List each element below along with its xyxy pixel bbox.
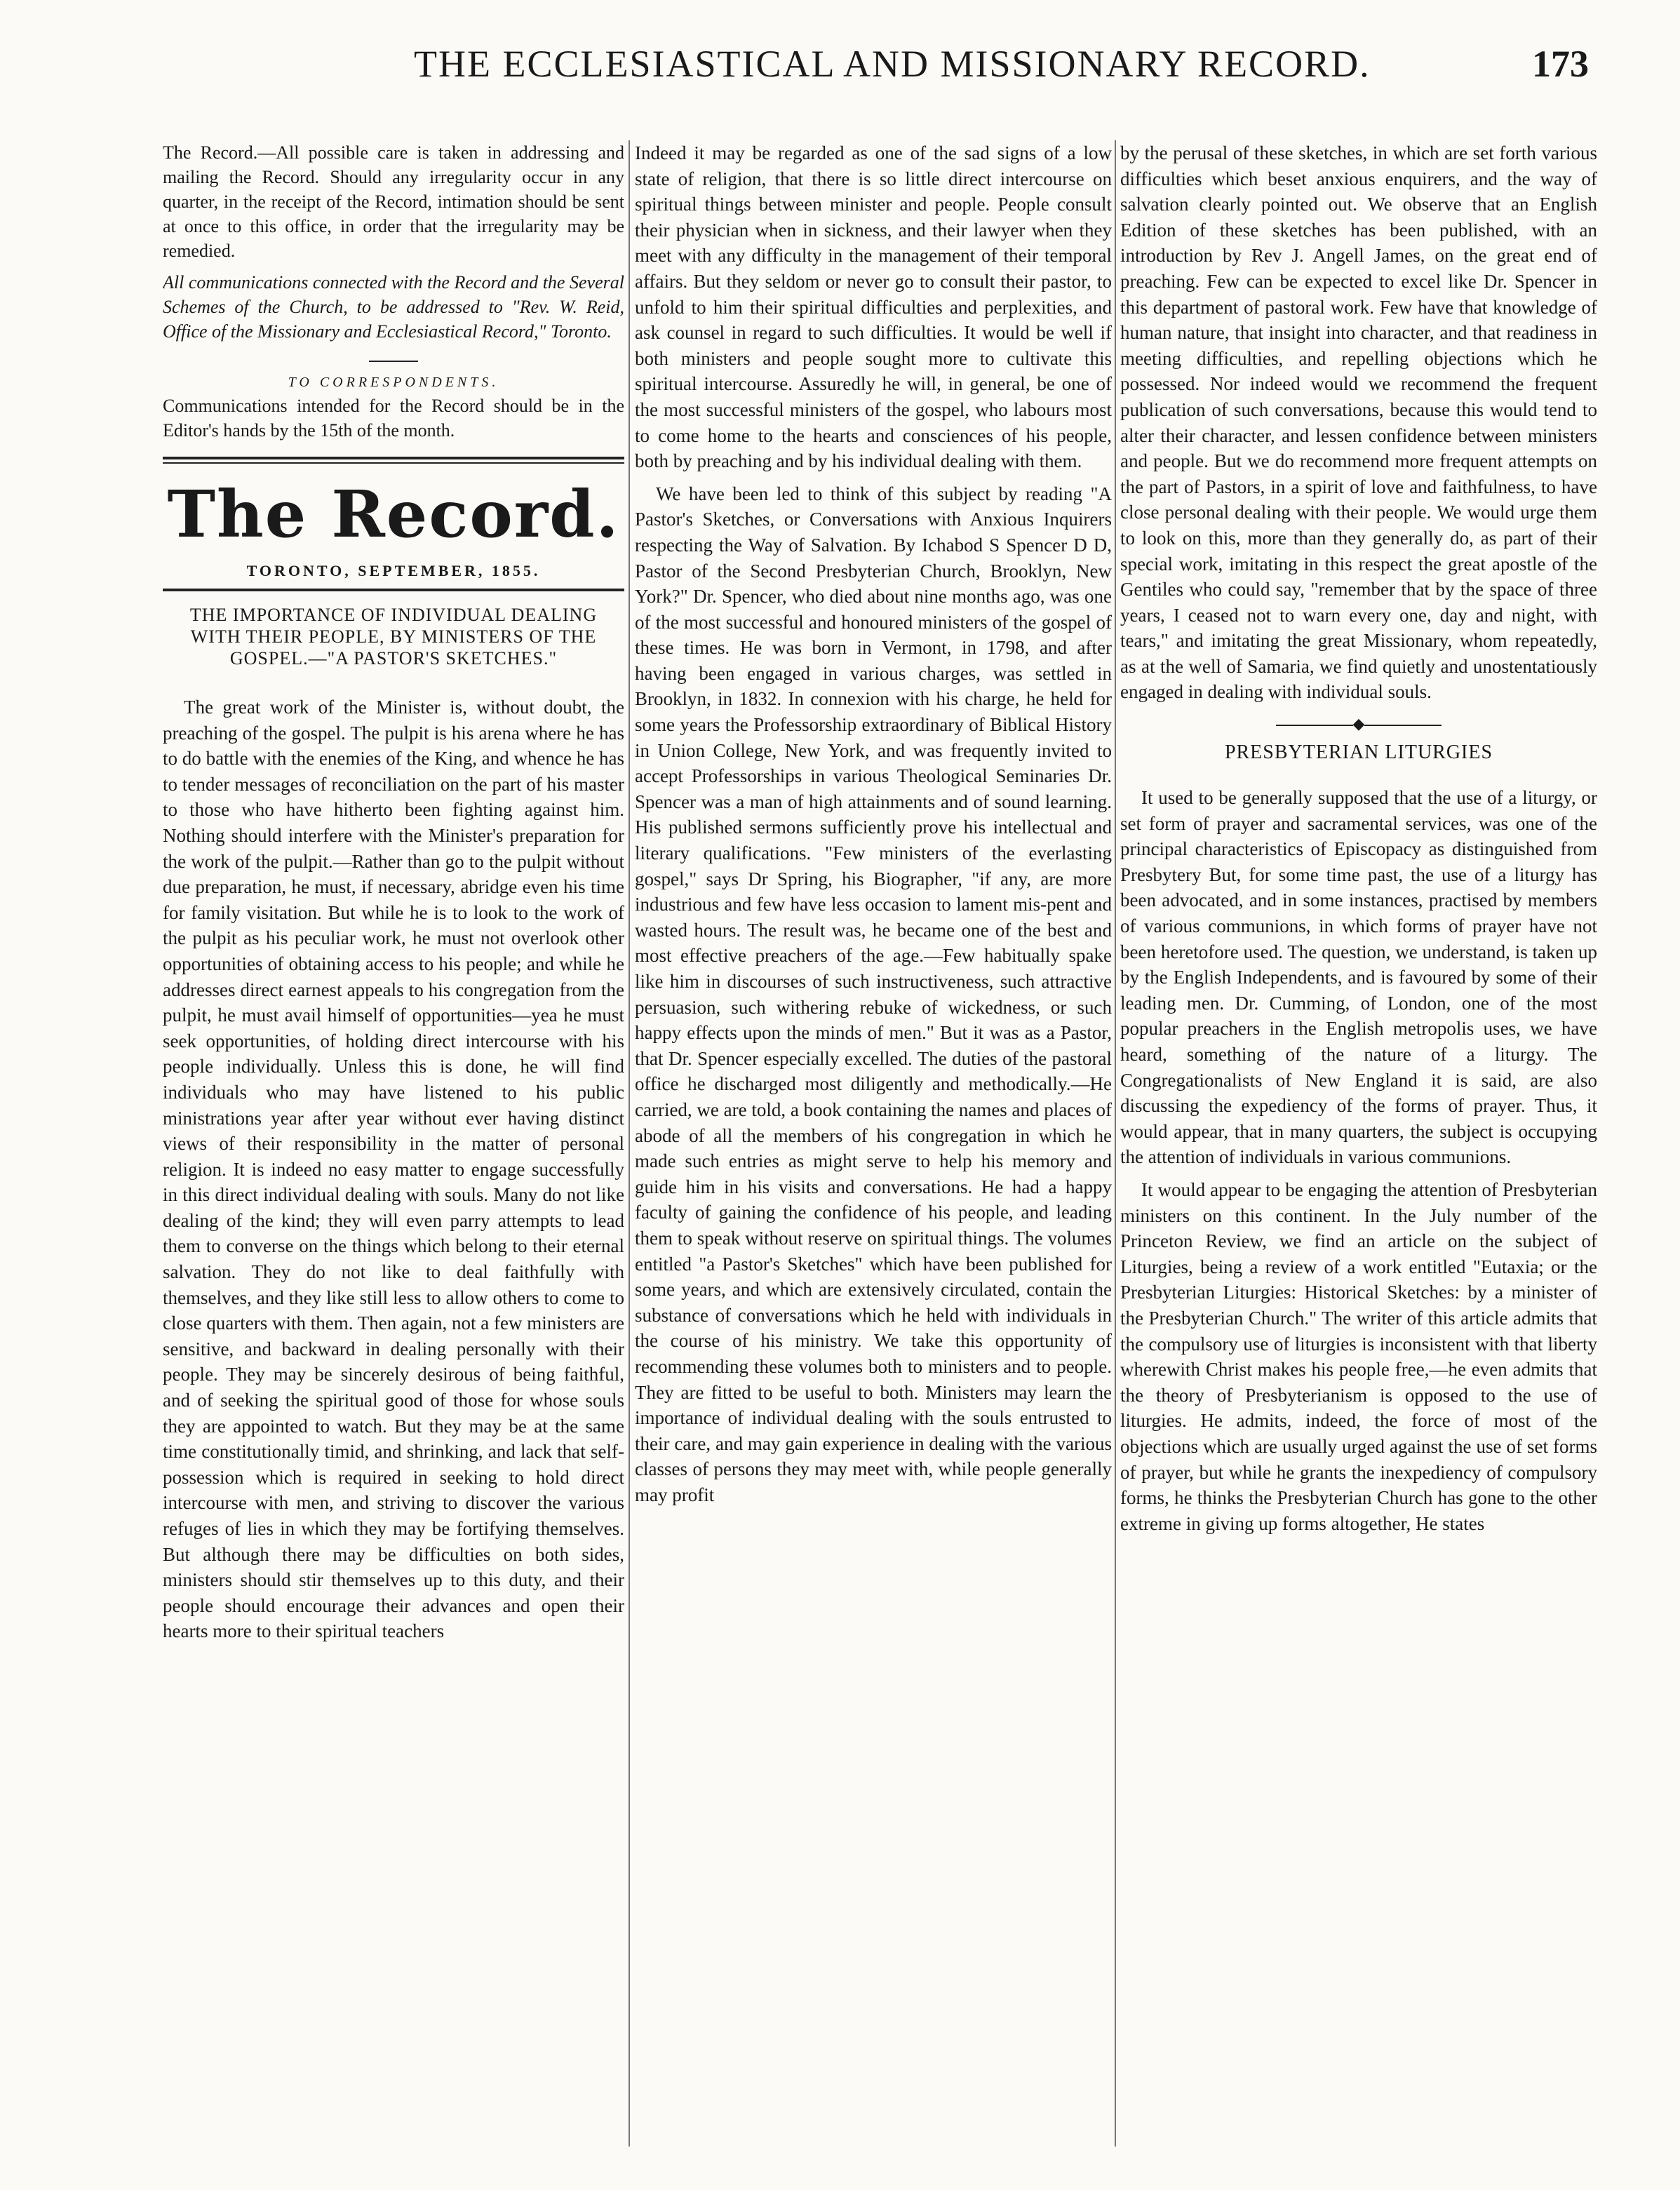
communications-notice: All communications connected with the Record and the Several Schemes of the Church, to be addressed to "Rev. W. Reid, Office of the Missionary and Ecclesiastical Record," Toronto.	[163, 272, 624, 342]
dateline: TORONTO, SEPTEMBER, 1855.	[246, 562, 541, 579]
double-rule	[163, 457, 624, 464]
page-number: 173	[1532, 43, 1589, 85]
ornament-divider: ◆	[1120, 715, 1597, 733]
paragraph: It would appear to be engaging the attention of Presbyterian ministers on this continent. In the July number of the Princeton Review, we find an article on the subject of Liturgies, being a review of a work entitled "Eutaxia; or the Presbyterian Liturgies: Historical Sketches: by a minister of the Presbyterian Church." The writer of this article admits that the compulsory use of liturgies is inconsistent with that liberty wherewith Christ makes his people free,—he even admits that the theory of Presbyterianism is opposed to the use of liturgies. He admits, indeed, the force of most of the objections which are usually urged against the use of set forms of prayer, but while he grants the inexpediency of compulsory forms, he thinks the Presbyterian Church has gone to the other extreme in giving up forms altogether, He states	[1120, 1178, 1597, 1534]
paragraph: The great work of the Minister is, without doubt, the preaching of the gospel. The pulpit is his arena where he has to do battle with the enemies of the King, and whence he has to tender messages of reconciliation on the part of his master to those who have hitherto been fighting against him. Nothing should interfere with the Minister's preparation for the work of the pulpit.—Rather than go to the pulpit without due preparation, he must, if necessary, abridge even his time for family visitation. But while he is to look to the work of the pulpit as his peculiar work, he must not overlook other opportunities of obtaining access to his people; and while he addresses direct earnest appeals to his congregation from the pulpit, he must avail himself of opportunities—yea he must seek opportunities, of holding direct intercourse with his people individually. Unless this is done, he will find individuals who may have listened to his public ministrations year after year without ever having distinct views of their responsibility in the matter of personal religion. It is indeed no easy matter to engage successfully in this direct individual dealing with souls. Many do not like dealing of the kind; they will even parry attempts to lead them to converse on the things which belong to their eternal salvation. They do not like to deal faithfully with themselves, and they like still less to allow others to come to close quarters with them. Then again, not a few ministers are sensitive, and backward in dealing personally with their people. They may be sincerely desirous of being faithful, and of seeking the spiritual good of those for whose souls they are appointed to watch. But they may be at the same time constitutionally timid, and shrinking, and lack that self-possession which is required in seeking to hold direct intercourse with men, and striving to discover the various refuges of lies in which they may be fortifying themselves. But although there may be difficulties on both sides, ministers should stir themselves up to this duty, and their people should encourage their advances and open their hearts more to their spiritual teachers	[163, 697, 624, 1642]
page-header	[161, 36, 1596, 114]
paragraph: We have been led to think of this subject by reading "A Pastor's Sketches, or Conversations with Anxious Inquirers respecting the Way of Salvation. By Ichabod S Spencer D D, Pastor of the Second Presbyterian Church, Brooklyn, New York?" Dr. Spencer, who died about nine months ago, was one of the most successful and honoured ministers of the gospel of these times. He was born in Vermont, in 1798, and after having been engaged in various charges, was settled in Brooklyn, in 1832. In connexion with his charge, he held for some years the Professorship extraordinary of Biblical History in Union College, New York, and was frequently invited to accept Professorships in various Theological Seminaries Dr. Spencer was a man of high attainments and of sound learning. His published sermons sufficiently prove his intellectual and literary qualifications. "Few ministers of the everlasting gospel," says Dr Spring, his Biographer, "if any, are more industrious and few have less occasion to lament mis-pent and wasted hours. The result was, he became one of the best and most effective preachers of the age.—Few habitually spake like him in discourses of such instructiveness, such attractive persuasion, such withering rebuke of wickedness, or such happy effects upon the minds of men." But it was as a Pastor, that Dr. Spencer especially excelled. The duties of the pastoral office he discharged most diligently and methodically.—He carried, we are told, a book containing the names and places of abode of all the members of his congregation in which he made such entries as might serve to help his memory and guide him in his visits and conversations. He had a happy faculty of gaining the confidence of his people, and leading them to speak without reserve on spiritual things. The volumes entitled "a Pastor's Sketches" which have been published for some years, and which are extensively circulated, contain the substance of conversations which he held with individuals in the course of his ministry. We take this opportunity of recommending these volumes both to ministers and to people. They are fitted to be useful to both. Ministers may learn the importance of individual dealing with the souls entrusted to their care, and may gain experience in dealing with the various classes of persons they may meet with, while people generally may profit	[635, 483, 1112, 1505]
correspondents-text: Communications intended for the Record should be in the Editor's hands by the 15th of the month.	[163, 396, 624, 441]
section-title: PRESBYTERIAN LITURGIES	[1224, 741, 1493, 764]
short-rule	[369, 361, 418, 362]
paragraph: It used to be generally supposed that the use of a liturgy, or set form of prayer and sacramental services, was one of the principal characteristics of Episcopacy as distinguished from Presbytery But, for some time past, the use of a liturgy has been advocated, and in some instances, practised by members of various communions, in which forms of prayer have not been heretofore used. The question, we understand, is taken up by the English Independents, and is favoured by some of their leading men. Dr. Cumming, of London, one of the most popular preachers in the English metropolis uses, we have heard, something of the nature of a liturgy. The Congregationalists of New England it is said, are also discussing the expediency of the forms of prayer. Thus, it would appear, that in many quarters, the subject is occupying the attention of individuals in various communions.	[1120, 787, 1597, 1168]
double-rule	[163, 589, 624, 591]
column-2	[635, 140, 1112, 2147]
record-notice: The Record.—All possible care is taken in addressing and mailing the Record. Should any irregularity occur in any quarter, in the receipt of the Record, intimation should be sent at once to this office, in order that the irregularity may be remedied.	[163, 142, 624, 261]
column-divider	[1115, 140, 1116, 2147]
masthead: The Record.	[167, 476, 620, 552]
column-3	[1120, 140, 1597, 2147]
article-title: THE IMPORTANCE OF INDIVIDUAL DEALING WITH THEIR PEOPLE, BY MINISTERS OF THE GOSPEL.—"A PASTOR'S SKETCHES."	[189, 605, 598, 669]
running-title: THE ECCLESIASTICAL AND MISSIONARY RECORD.	[414, 43, 1371, 85]
correspondents-heading: TO CORRESPONDENTS.	[288, 375, 499, 390]
paragraph: Indeed it may be regarded as one of the sad signs of a low state of religion, that there is so little direct intercourse on spiritual things between minister and people. People consult their physician when in sickness, and their lawyer when they meet with any difficulty in the management of their temporal affairs. But they seldom or never go to consult their pastor, to unfold to him their spiritual difficulties and perplexities, and ask counsel in regard to such difficulties. It would be well if both ministers and people sought more to cultivate this spiritual intercourse. Assuredly he will, in general, be one of the most successful ministers of the gospel, who labours most to come home to the hearts and consciences of his people, both by preaching and by his individual dealing with them.	[635, 142, 1112, 472]
column-divider	[629, 140, 630, 2147]
column-1	[163, 140, 624, 2147]
paragraph: by the perusal of these sketches, in which are set forth various difficulties which beset anxious enquirers, and the way of salvation clearly pointed out. We observe that an English Edition of these sketches has been published, with an introduction by Rev J. Angell James, on the great end of preaching. Few can be expected to excel like Dr. Spencer in this department of pastoral work. Few have that knowledge of human nature, that insight into character, and that readiness in meeting difficulties, and repelling objections which he possessed. Nor indeed would we recommend the frequent publication of such conversations, because this would tend to alter their character, and lessen confidence between ministers and people. But we do recommend more frequent attempts on the part of Pastors, in a spirit of love and faithfulness, to have close personal dealing with their people. We would urge them to look on this, more than they generally do, as part of their special work, imitating in this respect the great apostle of the Gentiles who could say, "remember that by the space of three years, I ceased not to warn every one, day and night, with tears," and imitating the great Missionary, whom repeatedly, as at the well of Samaria, we find quietly and unostentatiously engaged in dealing with individual souls.	[1120, 142, 1597, 703]
